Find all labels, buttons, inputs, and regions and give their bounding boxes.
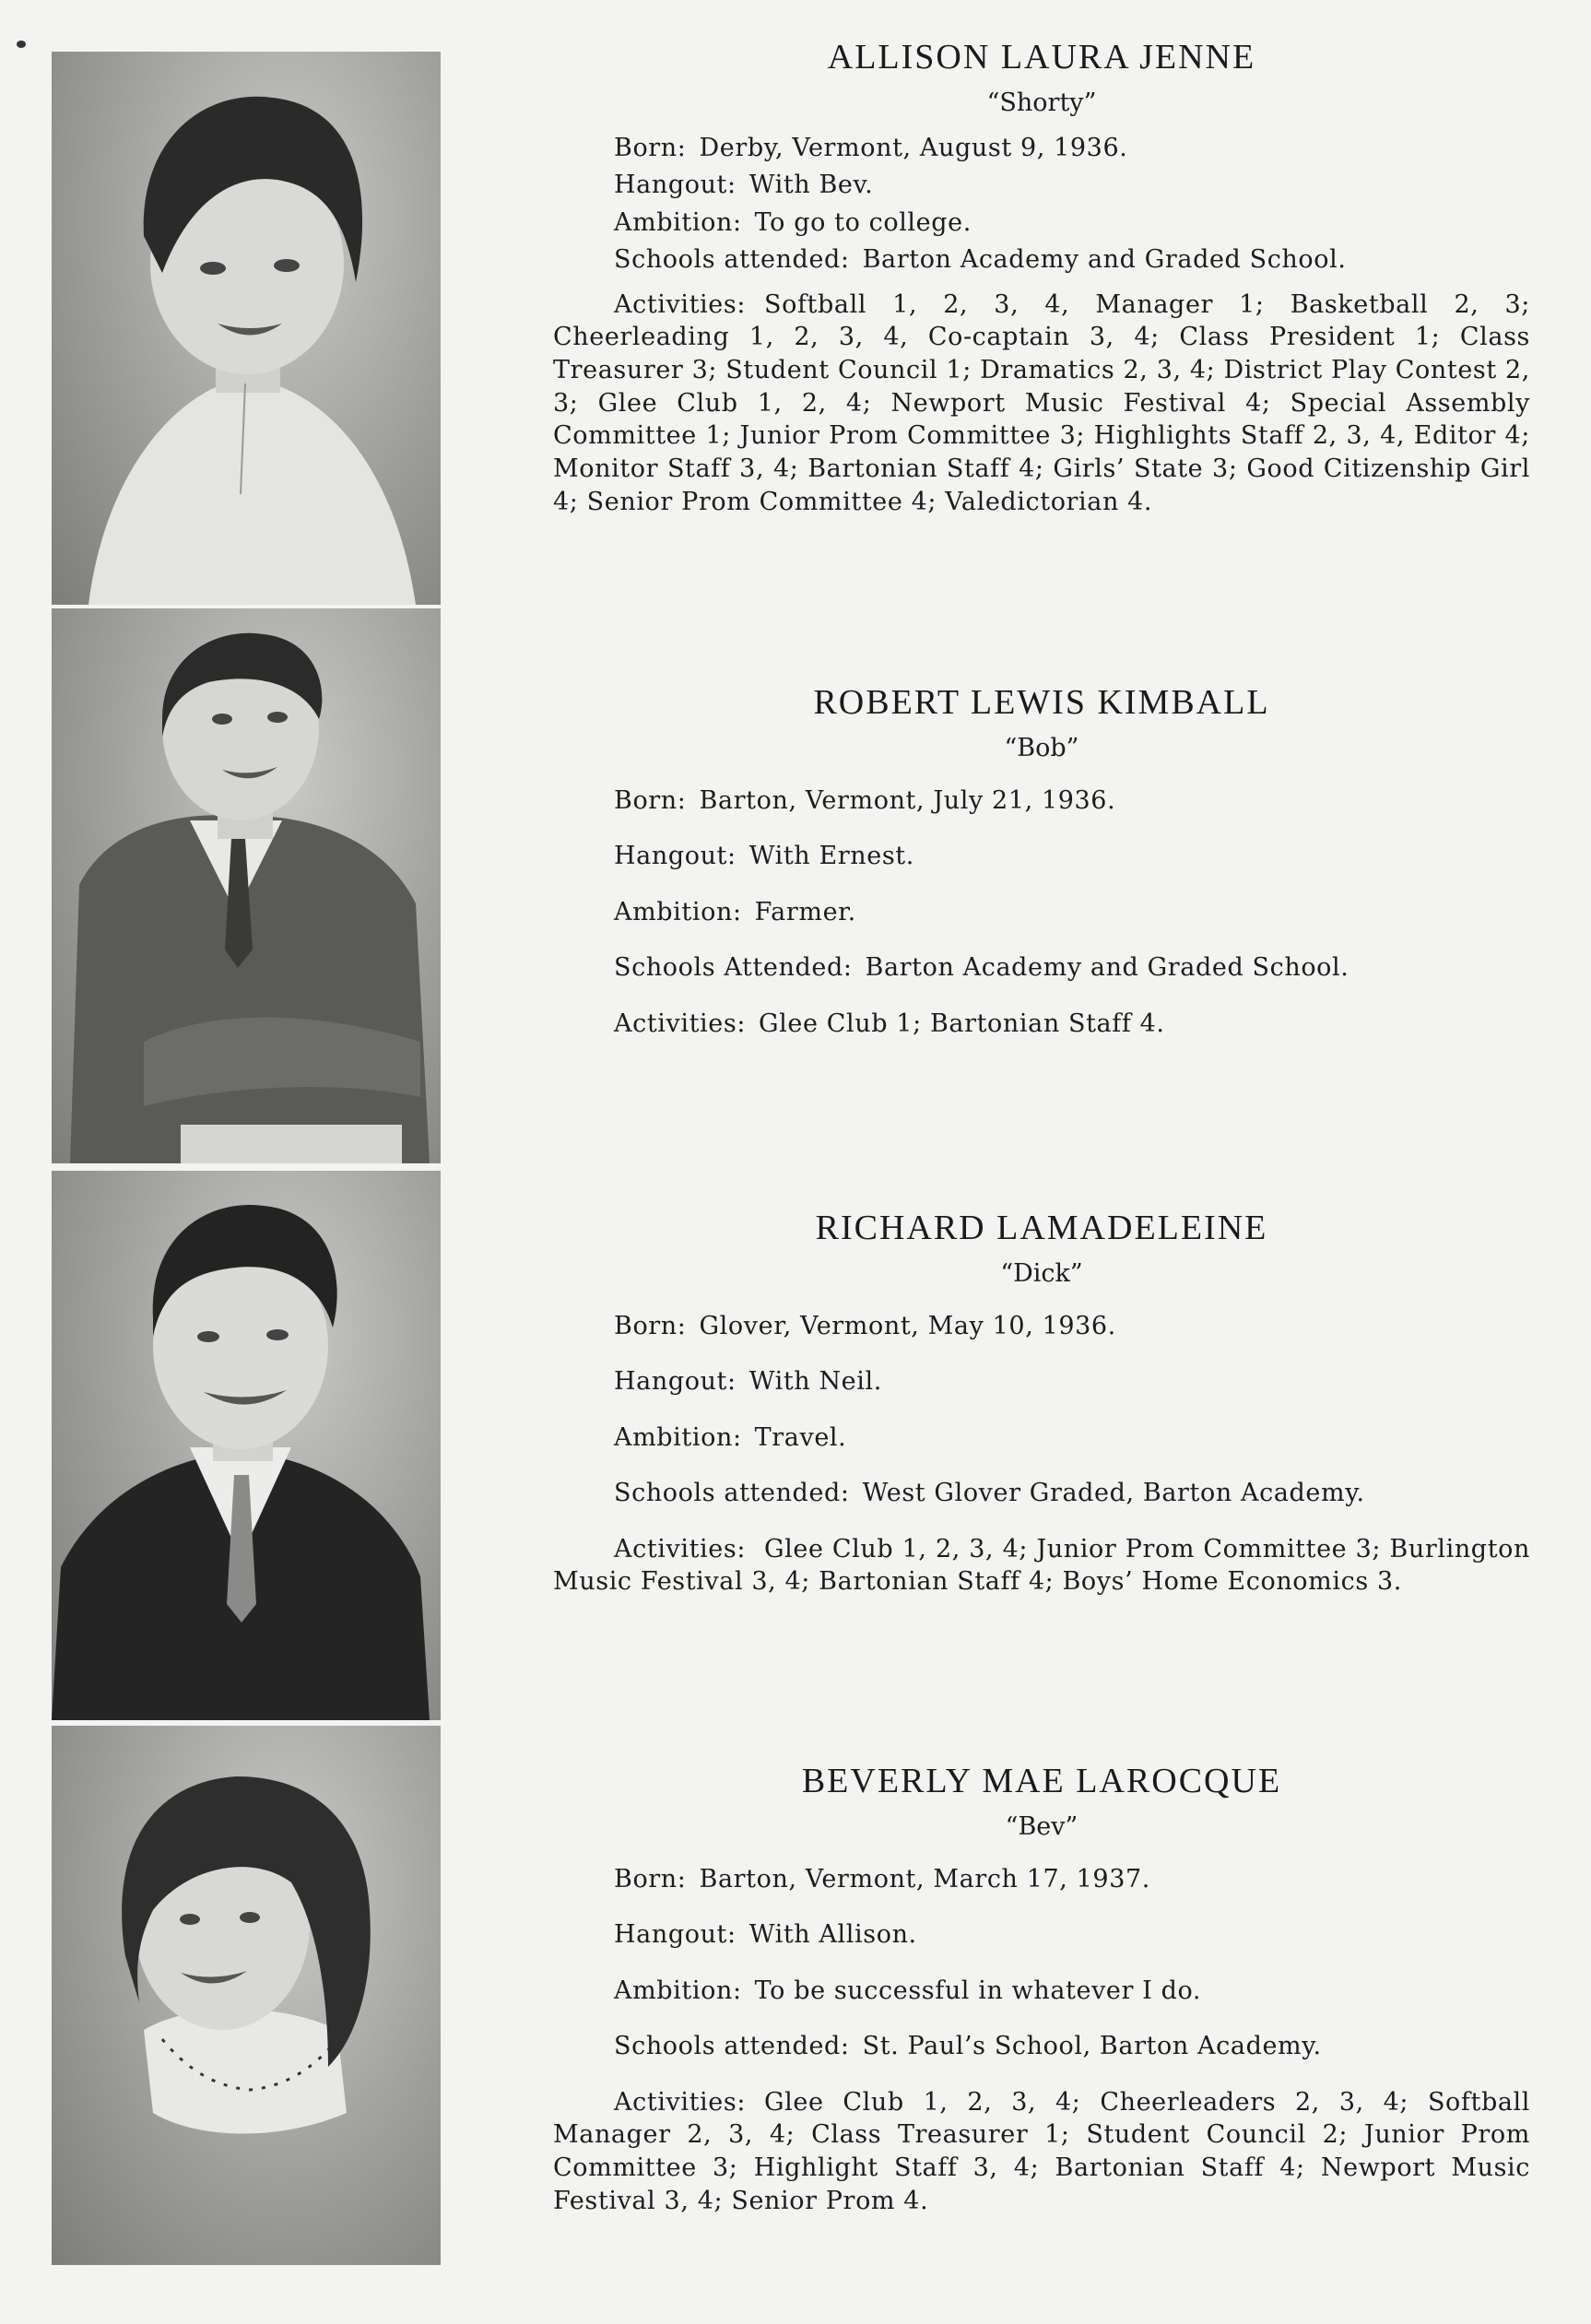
student-nickname: “Shorty” bbox=[986, 88, 1097, 117]
activities-value: Glee Club 1; Bartonian Staff 4. bbox=[759, 1009, 1165, 1038]
ambition-value: To go to college. bbox=[754, 207, 972, 237]
ambition-label: Ambition: bbox=[614, 207, 742, 237]
born-label: Born: bbox=[614, 134, 687, 162]
student-name: RICHARD LAMADELEINE bbox=[815, 1209, 1268, 1247]
activities-row bbox=[553, 2086, 1530, 2218]
ambition-label: Ambition: bbox=[614, 1422, 742, 1452]
hangout-label: Hangout: bbox=[614, 1920, 737, 1950]
schools-row bbox=[553, 951, 1530, 985]
born-value: Barton, Vermont, July 21, 1936. bbox=[699, 786, 1116, 815]
hangout-value: With Ernest. bbox=[748, 842, 914, 871]
schools-row bbox=[553, 243, 1530, 277]
schools-row bbox=[553, 1477, 1530, 1510]
schools-row bbox=[553, 2030, 1530, 2063]
hangout-label: Hangout: bbox=[614, 1367, 737, 1397]
student-name: ROBERT LEWIS KIMBALL bbox=[813, 683, 1270, 722]
activities-value: Glee Club 1, 2, 3, 4; Cheerleaders 2, 3, 4; Softball Manager 2, 3, 4; Class Treasurer 1; Student Council 2; Junior Prom Committee 3; Highlight Staff 3, 4; Bartonian Staff 4; Newport Music Festival 3, 4; Senior Prom 4. bbox=[553, 2087, 1530, 2215]
student-nickname: “Bob” bbox=[1004, 734, 1079, 762]
ambition-label: Ambition: bbox=[614, 897, 742, 926]
activities-label: Activities: bbox=[614, 1009, 747, 1038]
ambition-value: Farmer. bbox=[754, 897, 856, 926]
ambition-row bbox=[553, 1975, 1530, 2008]
born-label: Born: bbox=[614, 1312, 687, 1340]
schools-label: Schools attended: bbox=[614, 1479, 850, 1508]
schools-value: Barton Academy and Graded School. bbox=[862, 245, 1347, 275]
born-label: Born: bbox=[614, 1865, 687, 1893]
hangout-row bbox=[553, 169, 1530, 202]
entry-beverly bbox=[553, 1761, 1530, 2217]
ambition-row bbox=[553, 896, 1530, 929]
hangout-row bbox=[553, 1918, 1530, 1952]
student-nickname: “Bev” bbox=[1005, 1812, 1078, 1841]
hangout-label: Hangout: bbox=[614, 171, 737, 200]
born-label: Born: bbox=[614, 786, 687, 815]
portrait-photo-richard bbox=[52, 1171, 441, 1720]
print-mark bbox=[17, 41, 26, 48]
schools-value: St. Paul’s School, Barton Academy. bbox=[862, 2032, 1322, 2061]
activities-label: Activities: bbox=[614, 1534, 747, 1563]
ambition-value: Travel. bbox=[754, 1422, 847, 1452]
student-name: BEVERLY MAE LAROCQUE bbox=[801, 1762, 1282, 1800]
hangout-row bbox=[553, 840, 1530, 873]
portrait-photo-allison bbox=[52, 52, 441, 605]
schools-label: Schools attended: bbox=[614, 2032, 850, 2061]
entry-robert bbox=[553, 682, 1530, 1041]
hangout-row bbox=[553, 1365, 1530, 1398]
ambition-label: Ambition: bbox=[614, 1976, 742, 2005]
born-value: Glover, Vermont, May 10, 1936. bbox=[699, 1312, 1116, 1340]
entry-richard bbox=[553, 1208, 1530, 1598]
born-value: Derby, Vermont, August 9, 1936. bbox=[699, 134, 1128, 162]
schools-label: Schools attended: bbox=[614, 245, 850, 275]
hangout-value: With Bev. bbox=[748, 171, 874, 200]
ambition-value: To be successful in whatever I do. bbox=[754, 1976, 1202, 2005]
born-value: Barton, Vermont, March 17, 1937. bbox=[699, 1865, 1150, 1893]
portrait-photo-beverly bbox=[52, 1726, 441, 2265]
schools-value: West Glover Graded, Barton Academy. bbox=[862, 1479, 1365, 1508]
activities-label: Activities: bbox=[614, 2087, 747, 2117]
activities-label: Activities: bbox=[614, 289, 747, 319]
student-nickname: “Dick” bbox=[1000, 1259, 1083, 1288]
hangout-value: With Allison. bbox=[748, 1920, 917, 1950]
hangout-value: With Neil. bbox=[748, 1367, 882, 1397]
hangout-label: Hangout: bbox=[614, 842, 737, 871]
schools-label: Schools Attended: bbox=[614, 953, 853, 983]
born-row bbox=[553, 784, 1530, 818]
activities-value: Glee Club 1, 2, 3, 4; Junior Prom Committee 3; Burlington Music Festival 3, 4; Bartonian Staff 4; Boys’ Home Economics 3. bbox=[553, 1534, 1530, 1597]
ambition-row bbox=[553, 1422, 1530, 1455]
ambition-row bbox=[553, 206, 1530, 240]
student-name: ALLISON LAURA JENNE bbox=[827, 38, 1256, 77]
activities-row bbox=[553, 289, 1530, 518]
born-row bbox=[553, 1863, 1530, 1896]
born-row bbox=[553, 1310, 1530, 1343]
entry-allison bbox=[553, 37, 1530, 518]
schools-value: Barton Academy and Graded School. bbox=[865, 953, 1349, 983]
activities-row bbox=[553, 1533, 1530, 1598]
born-row bbox=[553, 132, 1530, 165]
activities-row bbox=[553, 1008, 1530, 1041]
portrait-photo-robert bbox=[52, 608, 441, 1163]
activities-value: Softball 1, 2, 3, 4, Manager 1; Basketball 2, 3; Cheerleading 1, 2, 3, 4, Co-captain 3, 4; Class President 1; Class Treasurer 3; Student Council 1; Dramatics 2, 3, 4; District Play Contest 2, 3; Glee Club 1, 2, 4; Newport Music Festival 4; Special Assembly Committee 1; Junior Prom Committee 3; Highlights Staff 2, 3, 4, Editor 4; Monitor Staff 3, 4; Bartonian Staff 4; Girls’ State 3; Good Citizenship Girl 4; Senior Prom Committee 4; Valedictorian 4. bbox=[553, 289, 1530, 516]
